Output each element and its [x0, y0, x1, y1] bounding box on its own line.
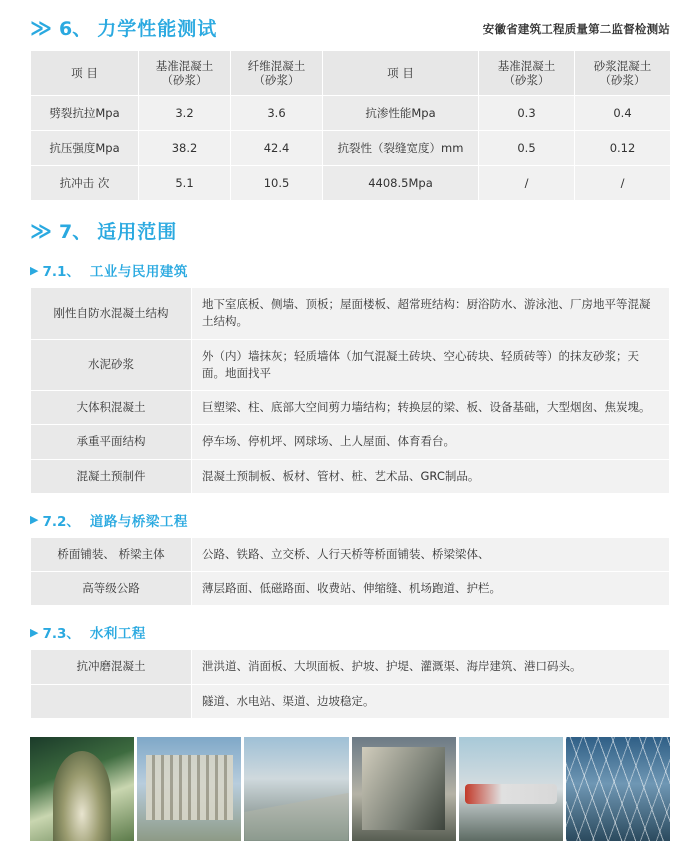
row-label-right: 抗渗性能Mpa: [323, 96, 479, 131]
subsection-7-1-number: 7.1、: [42, 264, 80, 280]
table-row: [31, 537, 670, 571]
row-key: 大体积混凝土: [31, 391, 192, 425]
row-value: 巨塑梁、柱、底部大空间剪力墙结构；转换层的梁、板、设备基础，大型烟囱、焦炭塊。: [192, 391, 670, 425]
section-6-header: [30, 0, 670, 41]
triangle-right-icon: ▶: [30, 263, 39, 277]
triangle-right-icon: ▶: [30, 625, 39, 639]
row-key: 刚性自防水混凝土结构: [31, 288, 192, 340]
subsection-7-2-number: 7.2、: [42, 513, 80, 530]
cable-bridge-photo: [566, 737, 670, 841]
table-row: [31, 166, 671, 201]
triangle-right-icon: ▶: [30, 513, 39, 527]
table-row: [31, 572, 670, 606]
photo-strip: [30, 737, 670, 841]
row-value-base: 38.2: [139, 131, 231, 166]
table-row: [31, 459, 670, 493]
table-row: [31, 684, 670, 718]
table-row: [31, 650, 670, 684]
section-6-title-group: [30, 0, 217, 41]
row-value: 外（内）墙抹灰；轻质墙体（加气混凝土砖块、空心砖块、轻质砖等）的抹友砂浆；天面。地面找平: [192, 339, 670, 391]
subsection-7-1-header: [30, 260, 670, 280]
header-item-right: 项 目: [323, 51, 479, 96]
row-key: 桥面铺装、 桥梁主体: [31, 537, 192, 571]
row-label: 劈裂抗拉Mpa: [31, 96, 139, 131]
subsection-7-1-title: 工业与民用建筑: [89, 264, 188, 280]
header-fiber-concrete: 纤维混凝土 （砂浆）: [231, 51, 323, 96]
chevron-double-right-icon: ≫: [30, 219, 49, 243]
row-value: 公路、铁路、立交桥、人行天桥等桥面铺装、桥梁梁体、: [192, 537, 670, 571]
row-value-mortar: 0.12: [575, 131, 671, 166]
row-value: 地下室底板、侧墙、顶板；屋面楼板、超常班结构：厨浴防水、游泳池、厂房地平等混凝土结构。: [192, 288, 670, 340]
header-mortar-concrete: 砂浆混凝土 （砂浆）: [575, 51, 671, 96]
row-label: 抗冲击 次: [31, 166, 139, 201]
scope-table-7-2: [30, 537, 670, 607]
table-row: [31, 96, 671, 131]
train-station-photo: [459, 737, 563, 841]
subsection-7-3-title: 水利工程: [89, 626, 146, 643]
row-value-fiber: 10.5: [231, 166, 323, 201]
row-key: [31, 684, 192, 718]
row-value: 混凝土预制板、板材、管材、桩、艺术品、GRC制品。: [192, 459, 670, 493]
row-key: 混凝土预制件: [31, 459, 192, 493]
row-key: 高等级公路: [31, 572, 192, 606]
row-value-base: 5.1: [139, 166, 231, 201]
chevron-double-right-icon: ≫: [30, 16, 49, 40]
section-6-title: 力学性能测试: [97, 18, 218, 40]
tunnel-photo: [30, 737, 134, 841]
subsection-7-2-header: [30, 510, 670, 530]
section-7-header: [30, 201, 670, 244]
row-value: 隧道、水电站、渠道、边坡稳定。: [192, 684, 670, 718]
scope-table-7-3: [30, 649, 670, 719]
building-facade-photo: [137, 737, 241, 841]
mechanical-test-table: [30, 50, 671, 201]
subsection-7-2-title: 道路与桥梁工程: [89, 513, 188, 530]
section-7-title: 适用范围: [97, 221, 178, 243]
row-key: 抗冲磨混凝土: [31, 650, 192, 684]
table-header-row: [31, 51, 671, 96]
table-row: [31, 391, 670, 425]
table-row: [31, 131, 671, 166]
table-row: [31, 425, 670, 459]
highway-overpass-photo: [244, 737, 348, 841]
row-label-right: 4408.5Mpa: [323, 166, 479, 201]
row-key: 承重平面结构: [31, 425, 192, 459]
header-base-concrete-2: 基准混凝土 （砂浆）: [479, 51, 575, 96]
row-value-base2: 0.3: [479, 96, 575, 131]
row-label-right: 抗裂性（裂缝宽度）mm: [323, 131, 479, 166]
section-6-number: 6、: [58, 18, 92, 40]
table-row: [31, 339, 670, 391]
row-value-base2: /: [479, 166, 575, 201]
row-value: 停车场、停机坪、网球场、上人屋面、体育看台。: [192, 425, 670, 459]
row-value-fiber: 42.4: [231, 131, 323, 166]
concrete-structure-photo: [352, 737, 456, 841]
row-value-fiber: 3.6: [231, 96, 323, 131]
row-value-mortar: 0.4: [575, 96, 671, 131]
row-value-base: 3.2: [139, 96, 231, 131]
section-7-number: 7、: [58, 221, 92, 243]
table-row: [31, 288, 670, 340]
header-item-left: 项 目: [31, 51, 139, 96]
subsection-7-3-number: 7.3、: [42, 626, 80, 643]
row-value: 泄洪道、消面板、大坝面板、护坡、护堤、灌溉渠、海岸建筑、港口码头。: [192, 650, 670, 684]
row-key: 水泥砂浆: [31, 339, 192, 391]
row-value: 薄层路面、低磁路面、收费站、伸缩缝、机场跑道、护栏。: [192, 572, 670, 606]
subsection-7-3-header: [30, 622, 670, 642]
row-value-mortar: /: [575, 166, 671, 201]
row-label: 抗压强度Mpa: [31, 131, 139, 166]
row-value-base2: 0.5: [479, 131, 575, 166]
header-base-concrete: 基准混凝土 （砂浆）: [139, 51, 231, 96]
organization-name: 安徽省建筑工程质量第二监督检测站: [482, 22, 670, 36]
scope-table-7-1: [30, 287, 670, 494]
